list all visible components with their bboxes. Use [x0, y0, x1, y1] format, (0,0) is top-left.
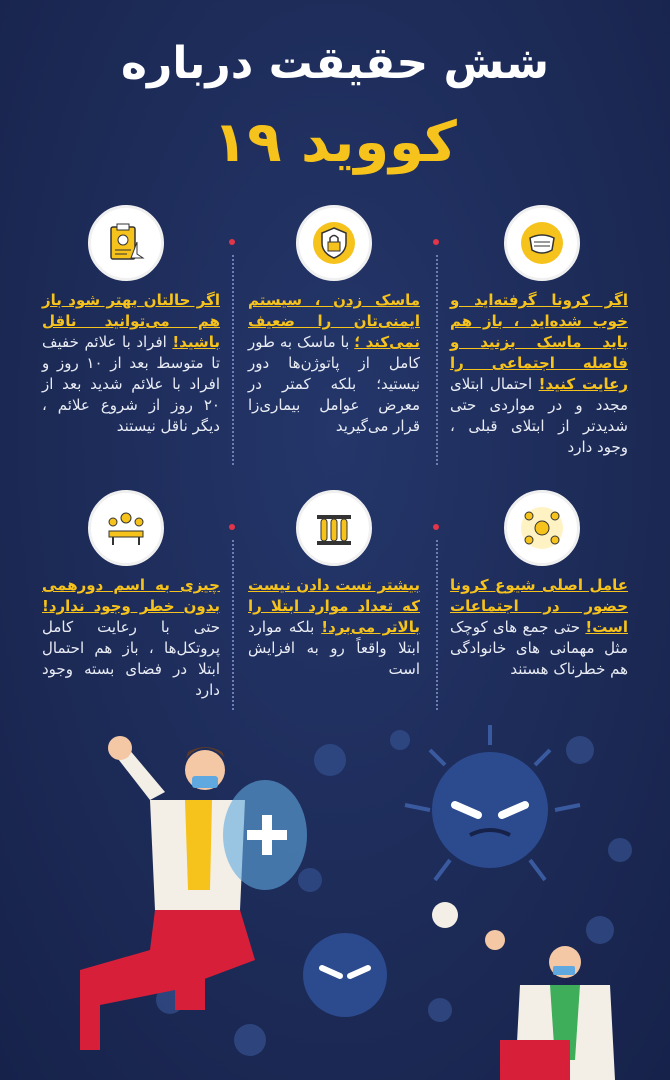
fact-body: حتی جمع های کوچک مثل مهمانی های خانوادگی هم خطرناک هستند: [450, 618, 628, 678]
fact-highlight: اگر کرونا گرفته‌اید و خوب شده‌اید ، باز هم باید ماسک بزنید و فاصله اجتماعی را رعایت کنید!: [450, 291, 628, 393]
fact-card-3: [42, 290, 220, 437]
clipboard-virus-icon: [88, 205, 164, 281]
doctor-vs-virus-illustration: [0, 700, 670, 1080]
fact-body: بلکه موارد ابتلا واقعاً رو به افزایش است: [248, 618, 420, 678]
fact-highlight: بیشتر تست دادن نیست که تعداد موارد ابتلا را بالاتر می‌برد!: [248, 576, 420, 636]
fact-card-1: [450, 290, 628, 458]
fact-body: با ماسک به طور کامل از پاتوژن‌ها دور نیستید؛ بلکه کمتر در معرض عوامل بیماری‌زا قرار می‌گیرید: [248, 333, 420, 435]
fact-highlight: اگر حالتان بهتر شود باز هم می‌توانید ناقل باشید!: [42, 291, 220, 351]
mask-icon: [504, 205, 580, 281]
fact-body: احتمال ابتلای مجدد و در مواردی حتی شدیدتر از ابتلای قبلی ، وجود دارد: [450, 375, 628, 456]
separator: [436, 540, 438, 710]
title-line2: کووید ۱۹: [213, 110, 457, 175]
fact-card-2: [248, 290, 420, 437]
title-line1: شش حقیقت درباره: [121, 38, 549, 89]
fact-body: افراد با علائم خفیف تا متوسط بعد از ۱۰ روز و افراد با علائم شدید بعد از ۲۰ روز از شروع علائم ، دیگر ناقل نیستند: [42, 333, 220, 435]
test-tubes-icon: [296, 490, 372, 566]
fact-highlight: ماسک زدن ، سیستم ایمنی‌تان را ضعیف نمی‌کند ؛: [248, 291, 420, 351]
shield-lock-icon: [296, 205, 372, 281]
separator: [232, 540, 234, 710]
fact-card-5: [248, 575, 420, 680]
fact-card-6: [42, 575, 220, 701]
red-dot: [433, 524, 439, 530]
red-dot: [229, 239, 235, 245]
gathering-icon: [504, 490, 580, 566]
fact-highlight: عامل اصلی شیوع کرونا حضور در اجتماعات است!: [450, 576, 628, 636]
separator: [436, 255, 438, 465]
fact-card-4: [450, 575, 628, 680]
red-dot: [433, 239, 439, 245]
separator: [232, 255, 234, 465]
meeting-icon: [88, 490, 164, 566]
fact-body: حتی با رعایت کامل پروتکل‌ها ، باز هم احتمال ابتلا در فضای بسته وجود دارد: [42, 618, 220, 699]
fact-highlight: چیزی به اسم دورهمی بدون خطر وجود ندارد!: [42, 576, 220, 615]
red-dot: [229, 524, 235, 530]
